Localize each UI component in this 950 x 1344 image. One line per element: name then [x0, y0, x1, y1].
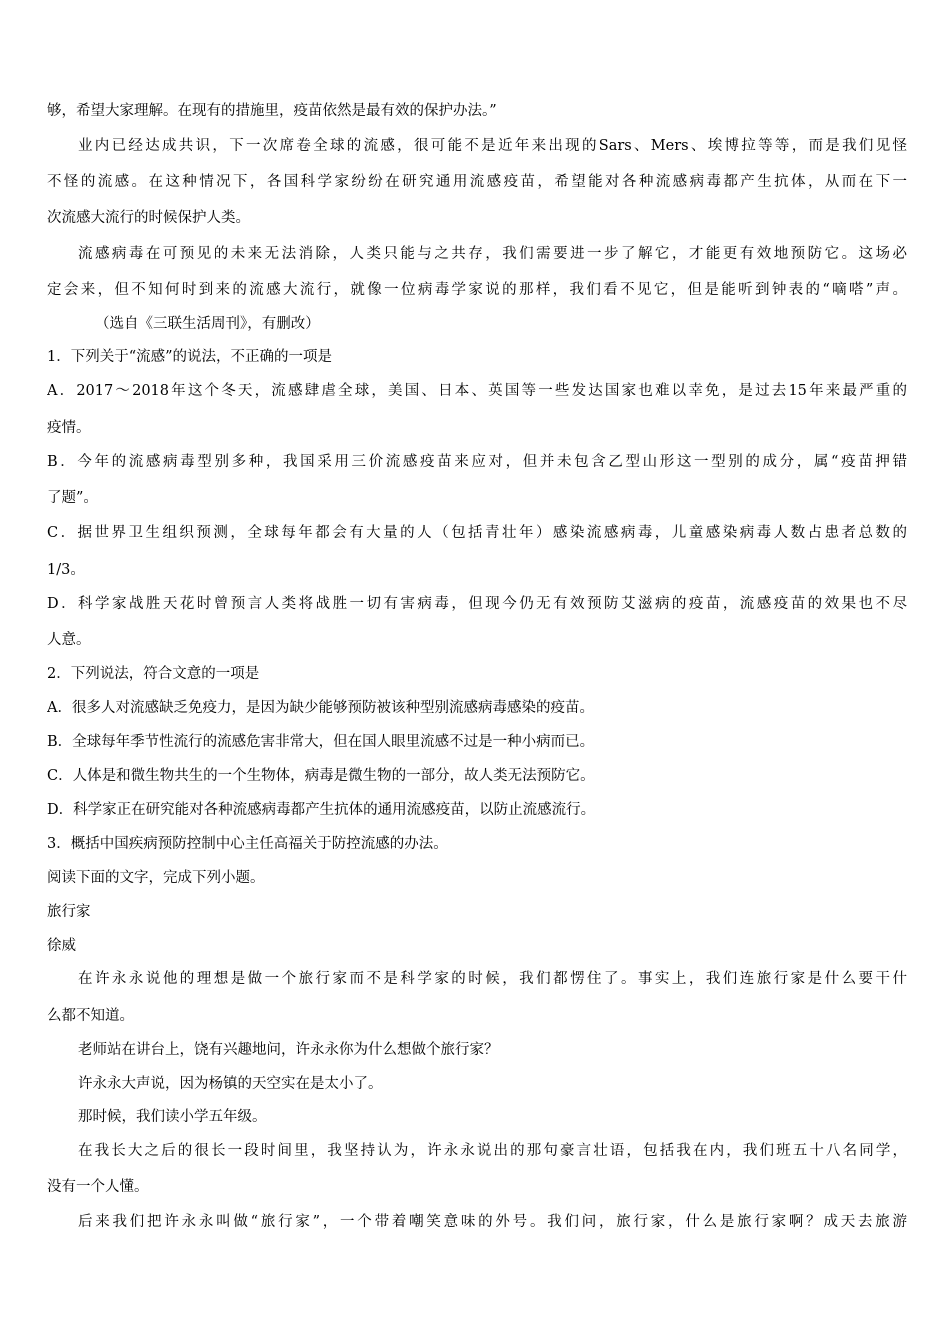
question-2-option-b: B．全球每年季节性流行的流感危害非常大，但在国人眼里流感不过是一种小病而已。 [47, 734, 595, 750]
reading-title: 旅行家 [47, 904, 91, 920]
article-paragraph-0-line-1: 够，希望大家理解。在现有的措施里，疫苗依然是最有效的保护办法。” [47, 103, 497, 119]
article-source: （选自《三联生活周刊》，有删改） [95, 316, 320, 332]
question-2-option-c: C．人体是和微生物共生的一个生物体，病毒是微生物的一部分，故人类无法预防它。 [47, 768, 595, 784]
reading-paragraph-5-line-1: 在我长大之后的很长一段时间里，我坚持认为，许永永说出的那句豪言壮语，包括我在内，我们班五十八名同学， [78, 1143, 907, 1159]
question-1-option-b-line-1: B．今年的流感病毒型别多种，我国采用三价流感疫苗来应对，但并未包含乙型山形这一型别的成分，属“疫苗押错 [47, 454, 907, 470]
article-paragraph-1-line-3: 次流感大流行的时候保护人类。 [47, 210, 250, 226]
reading-paragraph-6-line-1: 后来我们把许永永叫做“旅行家”，一个带着嘲笑意味的外号。我们问，旅行家，什么是旅行家啊？成天去旅游 [78, 1214, 907, 1230]
article-paragraph-2-line-1: 流感病毒在可预见的未来无法消除，人类只能与之共存，我们需要进一步了解它，才能更有效地预防它。这场必 [78, 246, 907, 262]
question-1-option-a-line-2: 疫情。 [47, 420, 91, 436]
question-2-stem: 2．下列说法，符合文意的一项是 [47, 666, 260, 682]
article-paragraph-2-line-2: 定会来，但不知何时到来的流感大流行，就像一位病毒学家说的那样，我们看不见它，但是能听到钟表的“嘀嗒”声。 [47, 282, 907, 298]
reading-paragraph-4: 那时候，我们读小学五年级。 [78, 1109, 267, 1125]
reading-instruction: 阅读下面的文字，完成下列小题。 [47, 870, 265, 886]
question-1-option-d-line-1: D．科学家战胜天花时曾预言人类将战胜一切有害病毒，但现今仍无有效预防艾滋病的疫苗，流感疫苗的效果也不尽 [47, 596, 907, 612]
question-1-stem: 1．下列关于“流感”的说法，不正确的一项是 [47, 349, 333, 365]
question-1-option-c-line-1: C．据世界卫生组织预测，全球每年都会有大量的人（包括青壮年）感染流感病毒，儿童感染病毒人数占患者总数的 [47, 525, 907, 541]
reading-author: 徐威 [47, 938, 76, 954]
question-1-option-c-line-2: 1/3。 [47, 562, 85, 578]
reading-paragraph-2: 老师站在讲台上，饶有兴趣地问，许永永你为什么想做个旅行家？ [78, 1042, 499, 1058]
article-paragraph-1-line-2: 不怪的流感。在这种情况下，各国科学家纷纷在研究通用流感疫苗，希望能对各种流感病毒都产生抗体，从而在下一 [47, 174, 907, 190]
question-1-option-b-line-2: 了题”。 [47, 490, 98, 506]
question-2-option-d: D．科学家正在研究能对各种流感病毒都产生抗体的通用流感疫苗，以防止流感流行。 [47, 802, 596, 818]
question-2-option-a: A．很多人对流感缺乏免疫力，是因为缺少能够预防被该种型别流感病毒感染的疫苗。 [47, 700, 594, 716]
question-1-option-d-line-2: 人意。 [47, 632, 91, 648]
article-paragraph-1-line-1: 业内已经达成共识，下一次席卷全球的流感，很可能不是近年来出现的Sars、Mers、埃博拉等等，而是我们见怪 [78, 138, 907, 154]
reading-paragraph-5-line-2: 没有一个人懂。 [47, 1179, 149, 1195]
reading-paragraph-1-line-1: 在许永永说他的理想是做一个旅行家而不是科学家的时候，我们都愣住了。事实上，我们连旅行家是什么要干什 [78, 971, 907, 987]
question-1-option-a-line-1: A．2017～2018年这个冬天，流感肆虐全球，美国、日本、英国等一些发达国家也难以幸免，是过去15年来最严重的 [47, 383, 907, 399]
reading-paragraph-1-line-2: 么都不知道。 [47, 1008, 134, 1024]
reading-paragraph-3: 许永永大声说，因为杨镇的天空实在是太小了。 [78, 1076, 383, 1092]
question-3-stem: 3．概括中国疾病预防控制中心主任高福关于防控流感的办法。 [47, 836, 448, 852]
